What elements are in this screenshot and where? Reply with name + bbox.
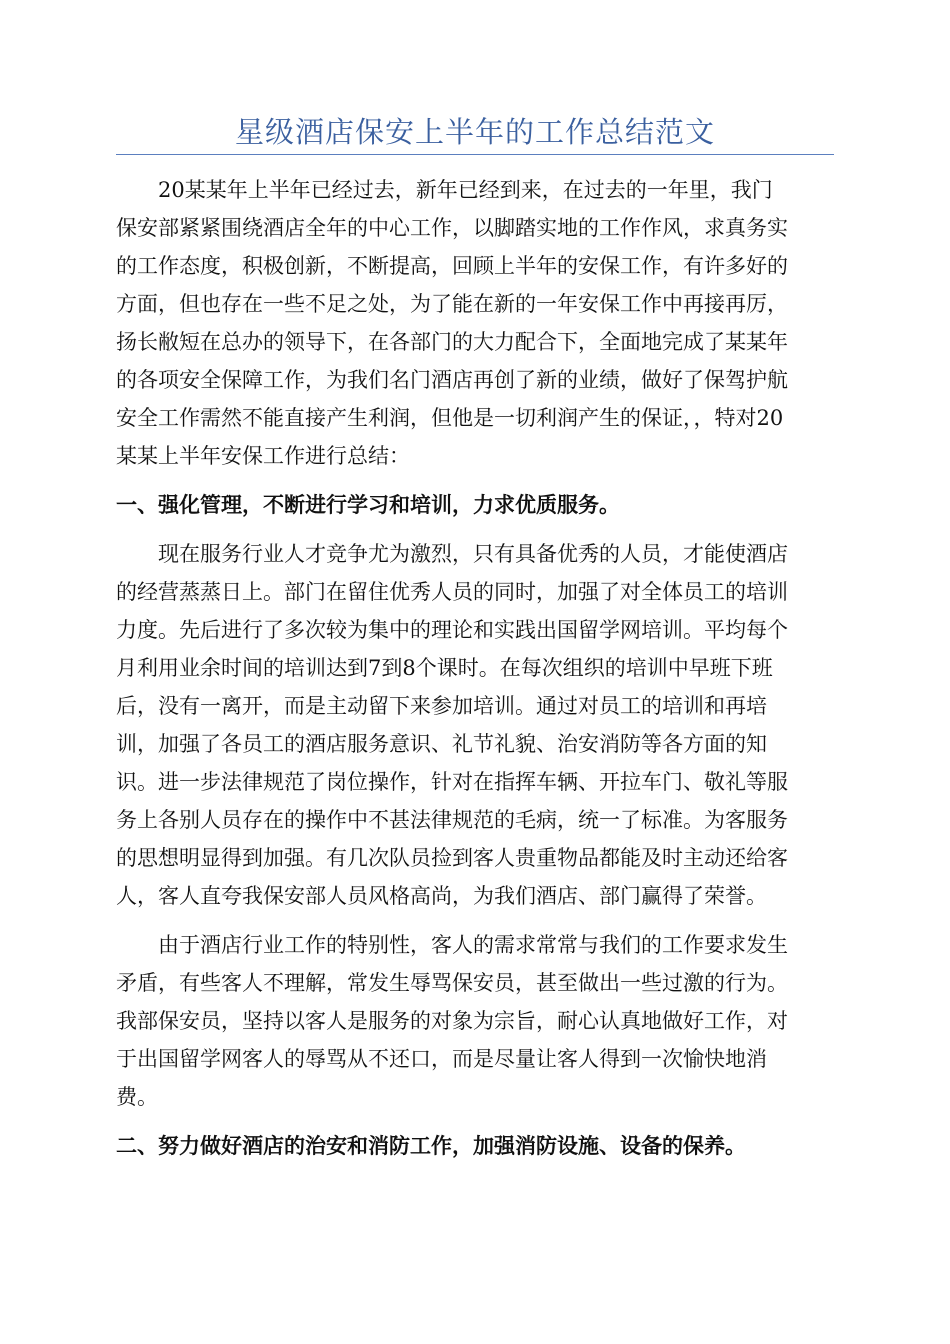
text-line: 于出国留学网客人的辱骂从不还口，而是尽量让客人得到一次愉快地消 <box>116 1047 767 1071</box>
text-line: 的思想明显得到加强。有几次队员捡到客人贵重物品都能及时主动还给客 <box>116 846 788 870</box>
section-2-heading: 二、努力做好酒店的治安和消防工作，加强消防设施、设备的保养。 <box>116 1134 746 1158</box>
text-line: 月利用业余时间的培训达到7到8个课时。在每次组织的培训中早班下班 <box>116 656 773 680</box>
text-line: 矛盾，有些客人不理解，常发生辱骂保安员，甚至做出一些过激的行为。 <box>116 971 788 995</box>
text-line: 的各项安全保障工作，为我们名门酒店再创了新的业绩，做好了保驾护航 <box>116 368 788 392</box>
document-body <box>116 171 834 1176</box>
text-line: 由于酒店行业工作的特别性，客人的需求常常与我们的工作要求发生 <box>158 933 788 957</box>
document-title: 星级酒店保安上半年的工作总结范文 <box>234 115 715 149</box>
text-line: 20某某年上半年已经过去，新年已经到来，在过去的一年里，我门 <box>158 178 773 202</box>
text-line: 某某上半年安保工作进行总结： <box>116 444 410 468</box>
text-line: 保安部紧紧围绕酒店全年的中心工作，以脚踏实地的工作作风，求真务实 <box>116 216 788 240</box>
text-line: 安全工作需然不能直接产生利润，但他是一切利润产生的保证，，特对20 <box>116 406 784 430</box>
text-line: 训，加强了各员工的酒店服务意识、礼节礼貌、治安消防等各方面的知 <box>116 732 767 756</box>
section-1-paragraph-2 <box>116 926 834 1116</box>
text-line: 力度。先后进行了多次较为集中的理论和实践出国留学网培训。平均每个 <box>116 618 788 642</box>
text-line: 的经营蒸蒸日上。部门在留住优秀人员的同时，加强了对全体员工的培训 <box>116 580 788 604</box>
text-line: 的工作态度，积极创新，不断提高，回顾上半年的安保工作，有许多好的 <box>116 254 788 278</box>
section-1-heading: 一、强化管理，不断进行学习和培训，力求优质服务。 <box>116 493 620 517</box>
section-1-paragraph-1 <box>116 535 834 915</box>
text-line: 费。 <box>116 1085 158 1109</box>
text-line: 识。进一步法律规范了岗位操作，针对在指挥车辆、开拉车门、敬礼等服 <box>116 770 788 794</box>
text-line: 务上各别人员存在的操作中不甚法律规范的毛病，统一了标准。为客服务 <box>116 808 788 832</box>
text-line: 我部保安员，坚持以客人是服务的对象为宗旨，耐心认真地做好工作，对 <box>116 1009 788 1033</box>
text-line: 现在服务行业人才竞争尤为激烈，只有具备优秀的人员，才能使酒店 <box>158 542 788 566</box>
text-line: 后，没有一离开，而是主动留下来参加培训。通过对员工的培训和再培 <box>116 694 767 718</box>
intro-paragraph <box>116 171 834 475</box>
text-line: 方面，但也存在一些不足之处，为了能在新的一年安保工作中再接再厉， <box>116 292 788 316</box>
title-underline <box>116 154 834 155</box>
text-line: 人，客人直夸我保安部人员风格高尚，为我们酒店、部门赢得了荣誉。 <box>116 884 767 908</box>
text-line: 扬长敝短在总办的领导下，在各部门的大力配合下，全面地完成了某某年 <box>116 330 788 354</box>
